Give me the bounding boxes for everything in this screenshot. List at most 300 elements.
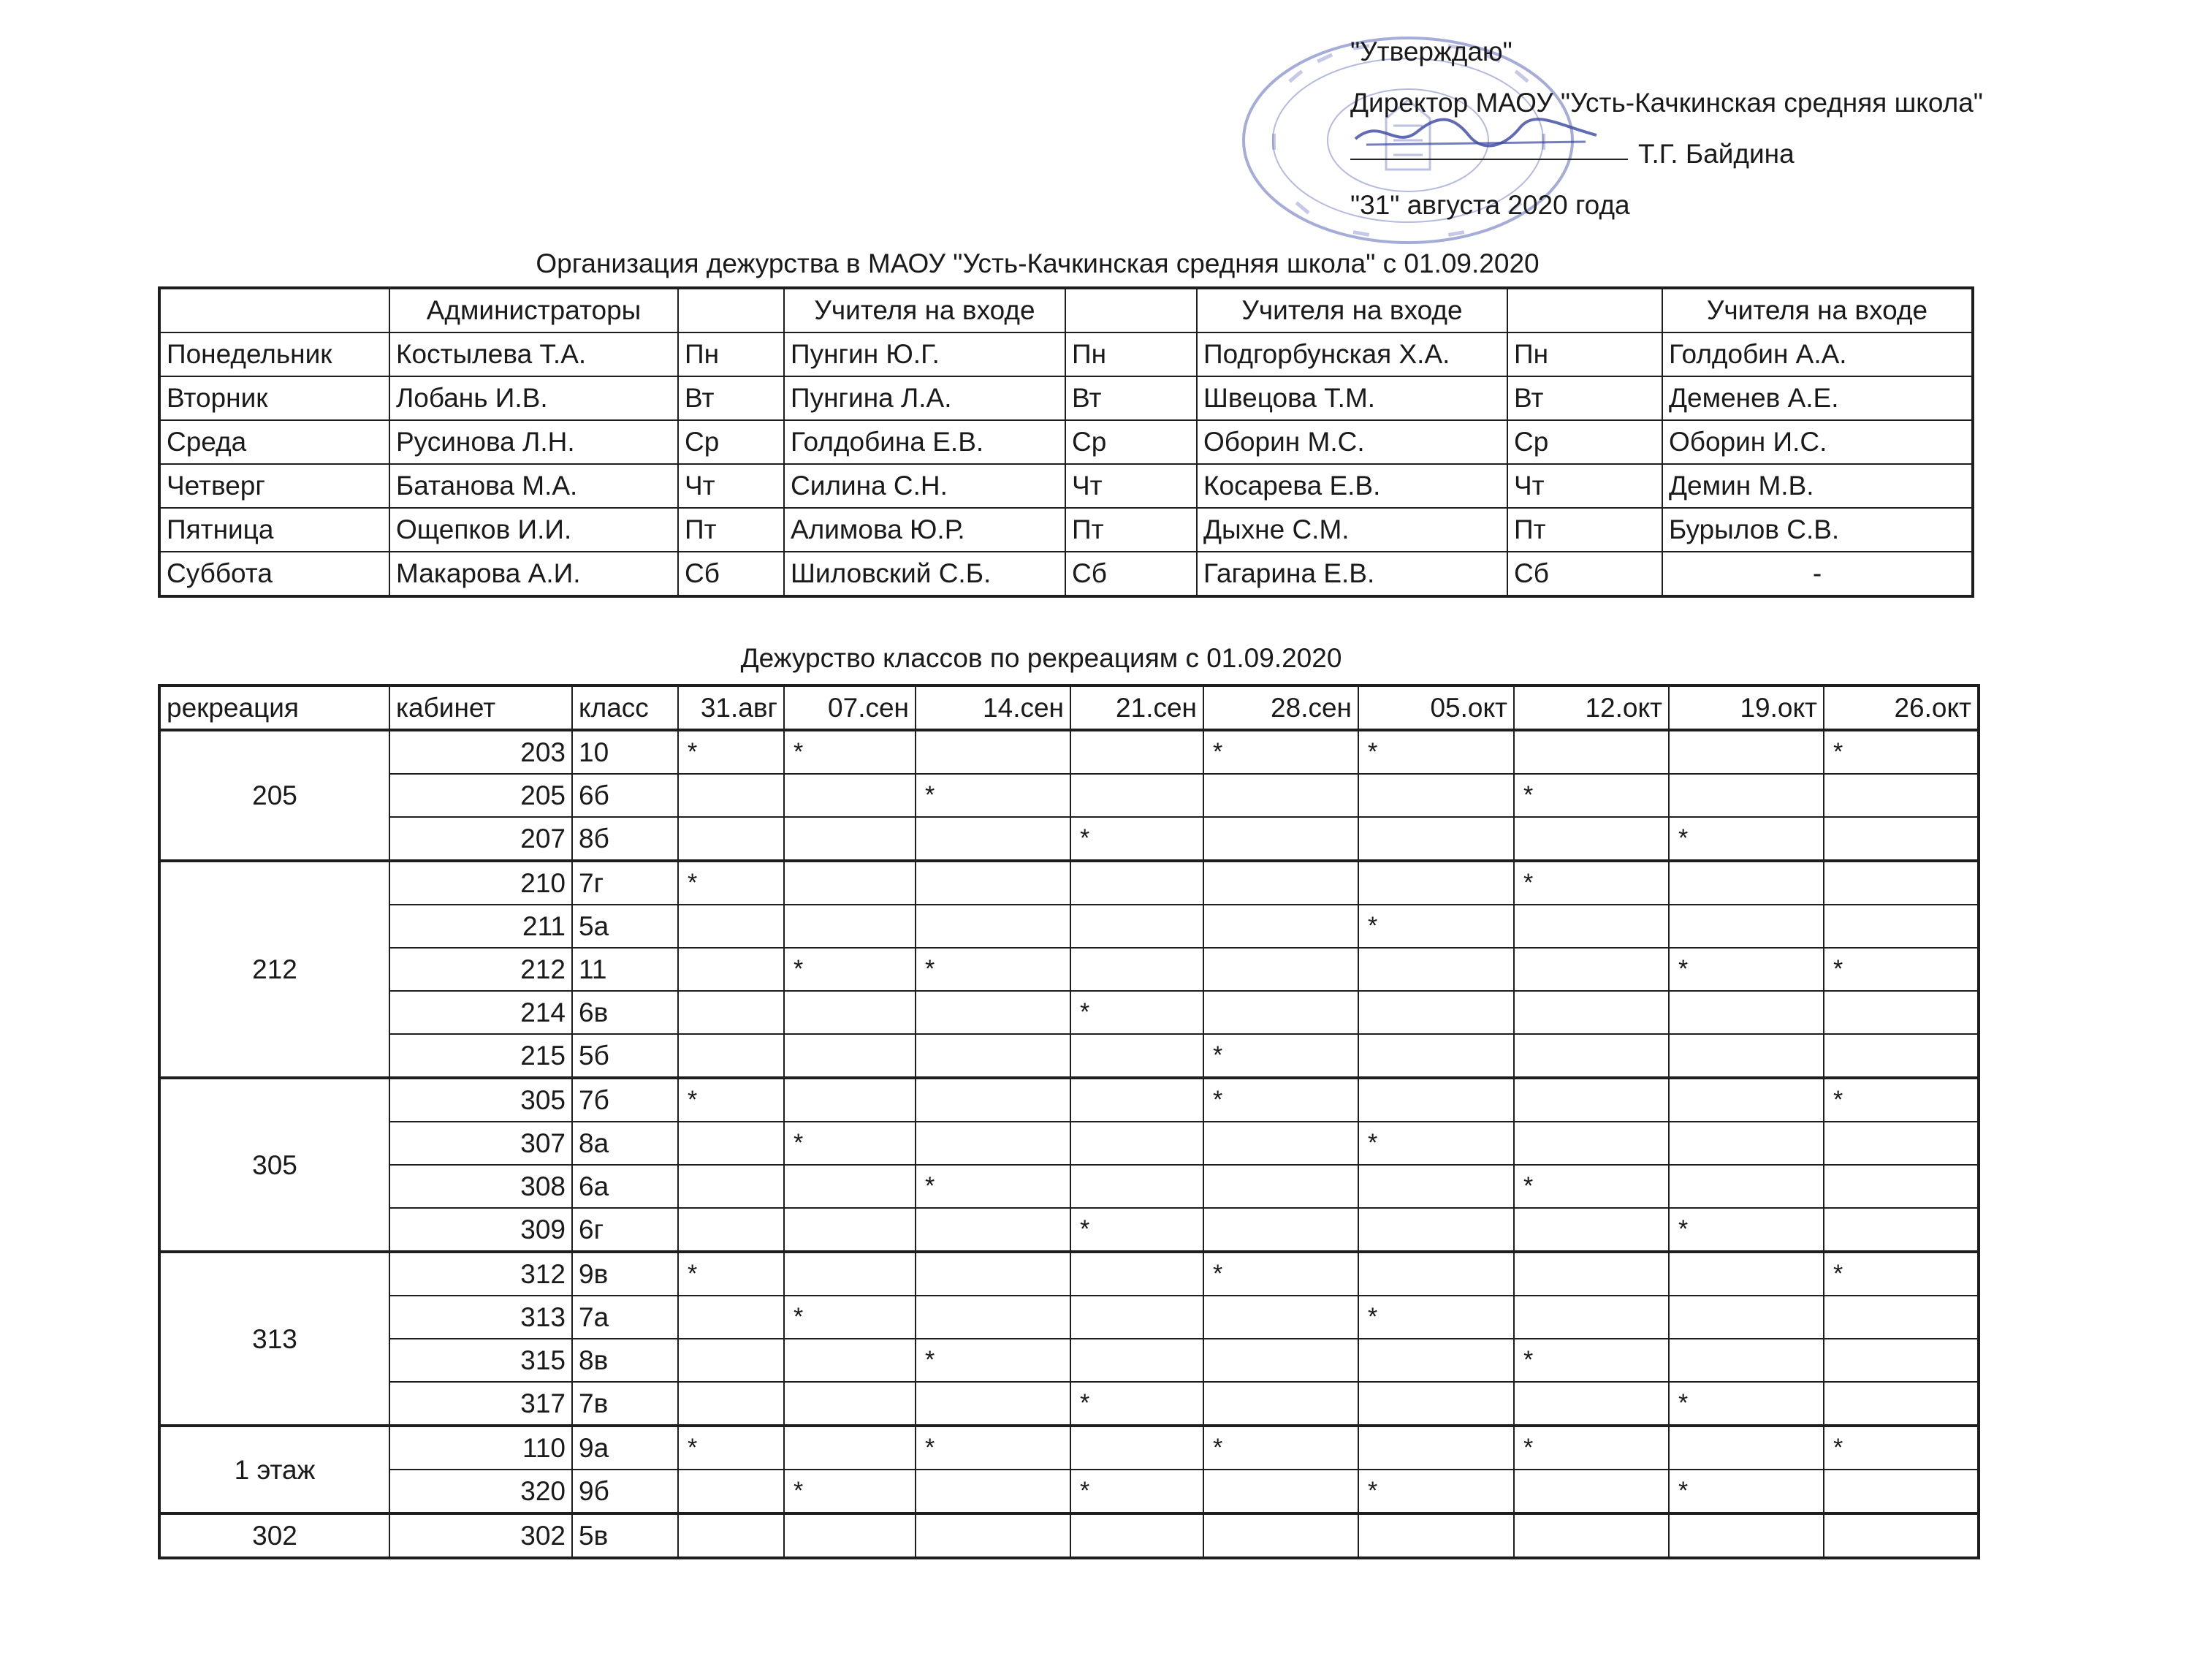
duty-mark-cell: * <box>1514 1165 1669 1208</box>
approval-director: Директор МАОУ "Усть-Качкинская средняя школа" <box>1350 88 1983 118</box>
class-cell: 7б <box>572 1078 678 1122</box>
duty-mark-cell: * <box>1669 1382 1824 1426</box>
duty-mark-cell <box>1824 1034 1979 1078</box>
duty-header-cell <box>1507 288 1662 332</box>
duty-mark-cell <box>1203 1165 1358 1208</box>
duty-mark-cell: * <box>678 1252 784 1296</box>
duty-mark-cell <box>1669 1426 1824 1470</box>
duty-mark-cell <box>1070 905 1203 948</box>
duty-mark-cell <box>678 1208 784 1252</box>
duty-cell: Ощепков И.И. <box>389 508 678 552</box>
duty-mark-cell: * <box>1669 817 1824 861</box>
duty-mark-cell: * <box>1669 1470 1824 1513</box>
duty-mark-cell <box>678 948 784 991</box>
duty-mark-cell <box>1358 1208 1514 1252</box>
class-cell: 9в <box>572 1252 678 1296</box>
duty-mark-cell <box>1358 1034 1514 1078</box>
classes-row <box>159 1034 1979 1078</box>
duty-row <box>159 464 1973 508</box>
duty-mark-cell <box>1514 1078 1669 1122</box>
duty-mark-cell: * <box>1358 1296 1514 1339</box>
duty-mark-cell <box>916 817 1070 861</box>
duty-mark-cell <box>1824 1339 1979 1382</box>
room-cell: 313 <box>389 1296 572 1339</box>
approval-heading: "Утверждаю" <box>1350 37 1512 66</box>
duty-mark-cell: * <box>1070 1470 1203 1513</box>
duty-mark-cell: * <box>916 948 1070 991</box>
classes-header-cell: кабинет <box>389 685 572 730</box>
room-cell: 312 <box>389 1252 572 1296</box>
duty-mark-cell <box>916 1078 1070 1122</box>
room-cell: 320 <box>389 1470 572 1513</box>
duty-mark-cell <box>1824 1165 1979 1208</box>
duty-cell: Ср <box>1065 420 1197 464</box>
duty-mark-cell: * <box>916 1339 1070 1382</box>
duty-mark-cell <box>1358 1513 1514 1558</box>
duty-mark-cell <box>1669 905 1824 948</box>
duty-mark-cell: * <box>678 1078 784 1122</box>
duty-cell: Оборин М.С. <box>1197 420 1507 464</box>
duty-mark-cell <box>1358 1165 1514 1208</box>
recreation-cell: 212 <box>159 861 389 1078</box>
approval-date: "31" августа 2020 года <box>1350 190 1630 220</box>
classes-row <box>159 817 1979 861</box>
classes-header-cell: 14.сен <box>916 685 1070 730</box>
duty-header-cell <box>159 288 389 332</box>
duty-mark-cell <box>1203 817 1358 861</box>
duty-cell: Вт <box>1065 376 1197 420</box>
duty-mark-cell <box>1514 1208 1669 1252</box>
duty-mark-cell: * <box>1070 1208 1203 1252</box>
duty-mark-cell: * <box>1669 948 1824 991</box>
duty-mark-cell <box>1070 1078 1203 1122</box>
duty-mark-cell <box>784 1339 916 1382</box>
duty-cell: Четверг <box>159 464 389 508</box>
duty-mark-cell <box>1203 1382 1358 1426</box>
classes-row <box>159 905 1979 948</box>
duty-mark-cell <box>678 1470 784 1513</box>
duty-cell: Пт <box>1507 508 1662 552</box>
duty-cell: Русинова Л.Н. <box>389 420 678 464</box>
duty-mark-cell: * <box>1203 1034 1358 1078</box>
duty-mark-cell <box>1203 905 1358 948</box>
duty-mark-cell <box>678 991 784 1034</box>
duty-mark-cell <box>916 1382 1070 1426</box>
classes-row <box>159 1339 1979 1382</box>
duty-mark-cell: * <box>916 1165 1070 1208</box>
classes-header-cell: рекреация <box>159 685 389 730</box>
room-cell: 309 <box>389 1208 572 1252</box>
duty-mark-cell <box>1358 1382 1514 1426</box>
duty-cell: Бурылов С.В. <box>1662 508 1973 552</box>
duty-header-row <box>159 288 1973 332</box>
duty-mark-cell <box>1514 948 1669 991</box>
class-cell: 10 <box>572 730 678 774</box>
duty-mark-cell <box>678 905 784 948</box>
duty-mark-cell <box>916 1470 1070 1513</box>
classes-header-cell: 31.авг <box>678 685 784 730</box>
director-name: Т.Г. Байдина <box>1638 139 1795 169</box>
duty-mark-cell <box>1070 1339 1203 1382</box>
duty-mark-cell <box>1514 991 1669 1034</box>
duty-mark-cell: * <box>1070 817 1203 861</box>
room-cell: 203 <box>389 730 572 774</box>
duty-mark-cell <box>1070 774 1203 817</box>
duty-mark-cell <box>1669 1339 1824 1382</box>
duty-mark-cell <box>1070 1034 1203 1078</box>
classes-header-cell: 21.сен <box>1070 685 1203 730</box>
duty-mark-cell <box>1358 1339 1514 1382</box>
classes-table <box>158 684 1980 1559</box>
duty-mark-cell <box>916 1296 1070 1339</box>
duty-mark-cell: * <box>1824 1078 1979 1122</box>
room-cell: 205 <box>389 774 572 817</box>
classes-header-cell: класс <box>572 685 678 730</box>
duty-mark-cell <box>784 774 916 817</box>
duty-mark-cell <box>784 817 916 861</box>
duty-mark-cell: * <box>1358 905 1514 948</box>
duty-mark-cell <box>678 1513 784 1558</box>
duty-mark-cell <box>678 1165 784 1208</box>
duty-mark-cell <box>1669 861 1824 905</box>
classes-header-cell: 19.окт <box>1669 685 1824 730</box>
duty-mark-cell <box>1669 1513 1824 1558</box>
duty-cell: Силина С.Н. <box>784 464 1065 508</box>
duty-cell: Чт <box>678 464 784 508</box>
duty-table <box>158 286 1974 598</box>
duty-cell: Вторник <box>159 376 389 420</box>
duty-mark-cell <box>916 905 1070 948</box>
duty-cell: Деменев А.Е. <box>1662 376 1973 420</box>
duty-cell: Батанова М.А. <box>389 464 678 508</box>
classes-row <box>159 1165 1979 1208</box>
room-cell: 317 <box>389 1382 572 1426</box>
duty-mark-cell: * <box>1824 1252 1979 1296</box>
duty-cell: Пунгин Ю.Г. <box>784 332 1065 376</box>
duty-mark-cell <box>1669 774 1824 817</box>
duty-mark-cell <box>916 730 1070 774</box>
duty-title: Организация дежурства в МАОУ "Усть-Качкинская средняя школа" с 01.09.2020 <box>536 248 1540 278</box>
duty-mark-cell <box>1358 1426 1514 1470</box>
classes-header-cell: 07.сен <box>784 685 916 730</box>
duty-cell: Демин М.В. <box>1662 464 1973 508</box>
classes-row <box>159 861 1979 905</box>
duty-mark-cell: * <box>678 861 784 905</box>
duty-cell: Ср <box>678 420 784 464</box>
class-cell: 5а <box>572 905 678 948</box>
duty-cell: Чт <box>1507 464 1662 508</box>
duty-mark-cell: * <box>784 948 916 991</box>
duty-mark-cell <box>1824 1513 1979 1558</box>
duty-cell: Пн <box>1507 332 1662 376</box>
duty-mark-cell <box>1070 948 1203 991</box>
duty-mark-cell <box>1203 1296 1358 1339</box>
classes-row <box>159 1208 1979 1252</box>
duty-mark-cell <box>1514 905 1669 948</box>
duty-mark-cell: * <box>1358 730 1514 774</box>
duty-mark-cell <box>1070 1426 1203 1470</box>
duty-mark-cell <box>916 1034 1070 1078</box>
duty-cell: Голдобина Е.В. <box>784 420 1065 464</box>
duty-mark-cell <box>678 1339 784 1382</box>
duty-cell: Швецова Т.М. <box>1197 376 1507 420</box>
duty-header-cell: Учителя на входе <box>1662 288 1973 332</box>
duty-mark-cell <box>1358 991 1514 1034</box>
duty-mark-cell <box>1669 1252 1824 1296</box>
duty-mark-cell <box>1070 730 1203 774</box>
classes-header-cell: 26.окт <box>1824 685 1979 730</box>
duty-mark-cell <box>678 1034 784 1078</box>
duty-mark-cell <box>1824 1208 1979 1252</box>
duty-cell: Пт <box>678 508 784 552</box>
duty-cell: Сб <box>678 552 784 596</box>
duty-mark-cell <box>1358 1252 1514 1296</box>
duty-mark-cell <box>916 1208 1070 1252</box>
duty-mark-cell: * <box>1514 1426 1669 1470</box>
duty-cell: Пн <box>678 332 784 376</box>
duty-mark-cell: * <box>1824 730 1979 774</box>
class-cell: 8б <box>572 817 678 861</box>
duty-mark-cell <box>784 1208 916 1252</box>
duty-mark-cell <box>1358 774 1514 817</box>
duty-cell: Дыхне С.М. <box>1197 508 1507 552</box>
duty-mark-cell <box>1358 1078 1514 1122</box>
duty-row <box>159 420 1973 464</box>
room-cell: 210 <box>389 861 572 905</box>
duty-mark-cell <box>784 991 916 1034</box>
duty-mark-cell <box>678 1382 784 1426</box>
duty-mark-cell: * <box>1514 774 1669 817</box>
room-cell: 315 <box>389 1339 572 1382</box>
duty-mark-cell <box>1203 1122 1358 1165</box>
duty-mark-cell <box>1203 1470 1358 1513</box>
duty-mark-cell <box>1824 991 1979 1034</box>
classes-header-cell: 05.окт <box>1358 685 1514 730</box>
duty-mark-cell <box>1669 1296 1824 1339</box>
classes-row <box>159 1078 1979 1122</box>
room-cell: 307 <box>389 1122 572 1165</box>
room-cell: 212 <box>389 948 572 991</box>
duty-mark-cell <box>1669 1165 1824 1208</box>
duty-header-cell <box>678 288 784 332</box>
duty-mark-cell <box>1824 1382 1979 1426</box>
class-cell: 6б <box>572 774 678 817</box>
room-cell: 214 <box>389 991 572 1034</box>
duty-mark-cell <box>1824 817 1979 861</box>
classes-row <box>159 730 1979 774</box>
room-cell: 215 <box>389 1034 572 1078</box>
class-cell: 6а <box>572 1165 678 1208</box>
duty-mark-cell <box>916 1252 1070 1296</box>
class-cell: 11 <box>572 948 678 991</box>
duty-mark-cell <box>1203 991 1358 1034</box>
duty-mark-cell <box>1669 1078 1824 1122</box>
duty-mark-cell: * <box>1669 1208 1824 1252</box>
duty-header-cell: Учителя на входе <box>1197 288 1507 332</box>
class-cell: 8а <box>572 1122 678 1165</box>
duty-mark-cell: * <box>1358 1470 1514 1513</box>
duty-cell: Пт <box>1065 508 1197 552</box>
duty-cell: Голдобин А.А. <box>1662 332 1973 376</box>
duty-mark-cell <box>1070 1122 1203 1165</box>
duty-mark-cell <box>1070 1252 1203 1296</box>
duty-mark-cell <box>1514 1252 1669 1296</box>
duty-mark-cell <box>1824 1122 1979 1165</box>
classes-row <box>159 774 1979 817</box>
room-cell: 305 <box>389 1078 572 1122</box>
duty-mark-cell <box>1358 861 1514 905</box>
duty-row <box>159 376 1973 420</box>
duty-mark-cell: * <box>1358 1122 1514 1165</box>
duty-cell: Пунгина Л.А. <box>784 376 1065 420</box>
duty-mark-cell <box>1514 1513 1669 1558</box>
duty-cell: Костылева Т.А. <box>389 332 678 376</box>
duty-mark-cell <box>1514 1296 1669 1339</box>
duty-mark-cell <box>1358 948 1514 991</box>
duty-mark-cell <box>784 905 916 948</box>
duty-cell: Лобань И.В. <box>389 376 678 420</box>
duty-mark-cell <box>784 1426 916 1470</box>
duty-mark-cell <box>1070 1165 1203 1208</box>
duty-mark-cell <box>1669 991 1824 1034</box>
duty-mark-cell <box>916 861 1070 905</box>
duty-mark-cell <box>1070 1296 1203 1339</box>
duty-mark-cell: * <box>1824 1426 1979 1470</box>
classes-row <box>159 1382 1979 1426</box>
classes-row <box>159 1426 1979 1470</box>
room-cell: 207 <box>389 817 572 861</box>
duty-mark-cell: * <box>1203 1426 1358 1470</box>
class-cell: 7г <box>572 861 678 905</box>
duty-header-cell: Администраторы <box>389 288 678 332</box>
duty-mark-cell: * <box>678 730 784 774</box>
duty-mark-cell: * <box>1514 1339 1669 1382</box>
duty-mark-cell: * <box>1514 861 1669 905</box>
duty-mark-cell <box>916 991 1070 1034</box>
class-cell: 8в <box>572 1339 678 1382</box>
class-cell: 7в <box>572 1382 678 1426</box>
duty-mark-cell <box>1514 1382 1669 1426</box>
duty-row <box>159 552 1973 596</box>
duty-cell: Пн <box>1065 332 1197 376</box>
duty-cell: Косарева Е.В. <box>1197 464 1507 508</box>
duty-row <box>159 508 1973 552</box>
duty-mark-cell <box>1203 1513 1358 1558</box>
duty-mark-cell <box>784 1165 916 1208</box>
duty-mark-cell <box>678 817 784 861</box>
classes-header-row <box>159 685 1979 730</box>
class-cell: 6в <box>572 991 678 1034</box>
duty-cell: Пятница <box>159 508 389 552</box>
duty-mark-cell: * <box>1070 991 1203 1034</box>
classes-row <box>159 1122 1979 1165</box>
recreation-cell: 305 <box>159 1078 389 1252</box>
duty-cell: Гагарина Е.В. <box>1197 552 1507 596</box>
duty-mark-cell: * <box>784 1296 916 1339</box>
duty-mark-cell <box>1203 1339 1358 1382</box>
duty-mark-cell <box>784 1034 916 1078</box>
room-cell: 211 <box>389 905 572 948</box>
classes-title: Дежурство классов по рекреациям с 01.09.2020 <box>740 643 1342 673</box>
duty-cell: Суббота <box>159 552 389 596</box>
duty-cell: Чт <box>1065 464 1197 508</box>
duty-mark-cell: * <box>1824 948 1979 991</box>
duty-mark-cell <box>1358 817 1514 861</box>
duty-cell: Сб <box>1507 552 1662 596</box>
duty-cell: Макарова А.И. <box>389 552 678 596</box>
recreation-cell: 302 <box>159 1513 389 1558</box>
classes-row <box>159 991 1979 1034</box>
duty-cell: - <box>1662 552 1973 596</box>
classes-row <box>159 1296 1979 1339</box>
recreation-cell: 205 <box>159 730 389 861</box>
duty-mark-cell <box>784 1513 916 1558</box>
duty-cell: Вт <box>1507 376 1662 420</box>
duty-mark-cell: * <box>784 1122 916 1165</box>
duty-mark-cell <box>1203 861 1358 905</box>
duty-cell: Шиловский С.Б. <box>784 552 1065 596</box>
duty-mark-cell <box>1824 1296 1979 1339</box>
duty-mark-cell <box>1203 774 1358 817</box>
duty-mark-cell: * <box>784 1470 916 1513</box>
duty-mark-cell <box>784 861 916 905</box>
duty-mark-cell <box>916 1122 1070 1165</box>
duty-mark-cell <box>678 1122 784 1165</box>
class-cell: 6г <box>572 1208 678 1252</box>
duty-mark-cell <box>784 1382 916 1426</box>
classes-row <box>159 1252 1979 1296</box>
duty-mark-cell: * <box>1070 1382 1203 1426</box>
class-cell: 7а <box>572 1296 678 1339</box>
duty-mark-cell: * <box>1203 1078 1358 1122</box>
duty-mark-cell <box>1824 1470 1979 1513</box>
classes-row <box>159 1513 1979 1558</box>
duty-mark-cell <box>678 1296 784 1339</box>
duty-mark-cell <box>1070 861 1203 905</box>
duty-row <box>159 332 1973 376</box>
class-cell: 9а <box>572 1426 678 1470</box>
duty-mark-cell <box>1203 948 1358 991</box>
duty-mark-cell <box>1514 1122 1669 1165</box>
duty-mark-cell: * <box>784 730 916 774</box>
duty-mark-cell <box>1824 861 1979 905</box>
room-cell: 308 <box>389 1165 572 1208</box>
duty-mark-cell: * <box>916 1426 1070 1470</box>
classes-header-cell: 12.окт <box>1514 685 1669 730</box>
room-cell: 110 <box>389 1426 572 1470</box>
classes-row <box>159 948 1979 991</box>
recreation-cell: 1 этаж <box>159 1426 389 1513</box>
duty-mark-cell <box>1669 1122 1824 1165</box>
duty-mark-cell <box>1514 730 1669 774</box>
class-cell: 5в <box>572 1513 678 1558</box>
approval-signature-line <box>1350 129 1983 180</box>
duty-mark-cell: * <box>678 1426 784 1470</box>
duty-mark-cell <box>1824 774 1979 817</box>
room-cell: 302 <box>389 1513 572 1558</box>
duty-mark-cell <box>1203 1208 1358 1252</box>
signature-underline <box>1350 159 1628 160</box>
duty-cell: Алимова Ю.Р. <box>784 508 1065 552</box>
classes-row <box>159 1470 1979 1513</box>
class-cell: 5б <box>572 1034 678 1078</box>
duty-cell: Среда <box>159 420 389 464</box>
duty-mark-cell: * <box>1203 730 1358 774</box>
duty-mark-cell <box>1824 905 1979 948</box>
duty-mark-cell <box>784 1252 916 1296</box>
duty-cell: Вт <box>678 376 784 420</box>
duty-mark-cell: * <box>916 774 1070 817</box>
